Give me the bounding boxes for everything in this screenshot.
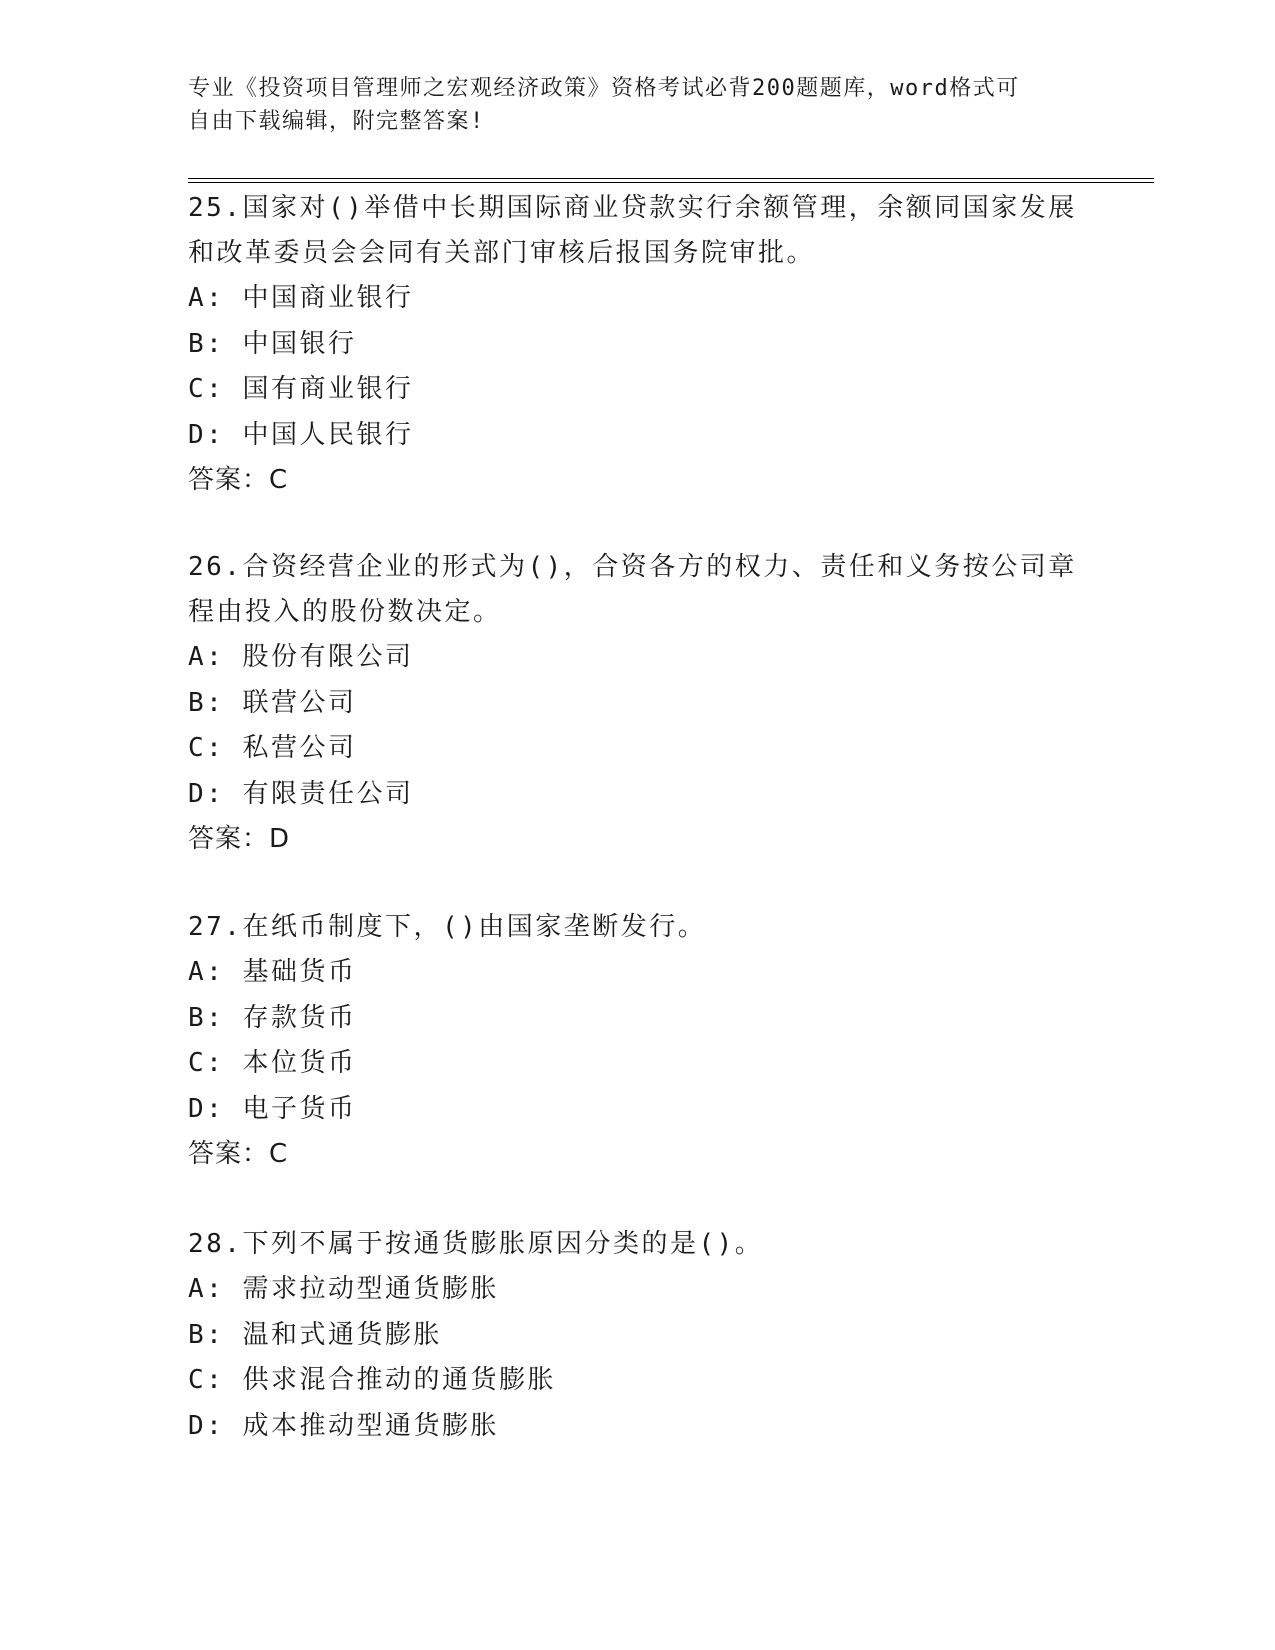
question-stem: 28.下列不属于按通货膨胀原因分类的是()。: [188, 1229, 764, 1259]
option-b: B: 存款货币: [188, 1002, 357, 1033]
answer-label: 答案：C: [188, 1139, 289, 1169]
option-b: B: 中国银行: [188, 328, 357, 359]
option-d: D: 成本推动型通货膨胀: [188, 1410, 499, 1441]
option-d: D: 有限责任公司: [188, 778, 414, 809]
answer-label: 答案：D: [188, 824, 291, 854]
header-title-line-2: 自由下载编辑，附完整答案!: [188, 109, 485, 134]
question-27: [188, 905, 1088, 1177]
question-25: [188, 186, 1088, 503]
question-28: [188, 1222, 1088, 1449]
option-d: D: 电子货币: [188, 1093, 357, 1124]
option-b: B: 温和式通货膨胀: [188, 1319, 442, 1350]
header-title-line-1: 专业《投资项目管理师之宏观经济政策》资格考试必背200题题库，word格式可: [188, 76, 1020, 101]
option-a: A: 中国商业银行: [188, 283, 414, 313]
option-b: B: 联营公司: [188, 687, 357, 718]
question-26: [188, 545, 1088, 862]
question-stem: 26.合资经营企业的形式为()，合资各方的权力、责任和义务按公司章程由投入的股份数决定。: [188, 552, 1077, 627]
option-c: C: 供求混合推动的通货膨胀: [188, 1365, 556, 1395]
option-a: A: 需求拉动型通货膨胀: [188, 1274, 499, 1304]
question-stem: 25.国家对()举借中长期国际商业贷款实行余额管理，余额同国家发展和改革委员会会同有关部门审核后报国务院审批。: [188, 193, 1077, 268]
option-d: D: 中国人民银行: [188, 419, 414, 450]
option-a: A: 基础货币: [188, 957, 357, 987]
option-c: C: 国有商业银行: [188, 374, 414, 404]
header-double-rule: [188, 178, 1154, 183]
question-stem: 27.在纸币制度下，()由国家垄断发行。: [188, 912, 707, 942]
option-a: A: 股份有限公司: [188, 642, 414, 672]
option-c: C: 本位货币: [188, 1048, 357, 1078]
document-header: [188, 72, 1088, 138]
answer-label: 答案：C: [188, 465, 289, 495]
option-c: C: 私营公司: [188, 733, 357, 763]
